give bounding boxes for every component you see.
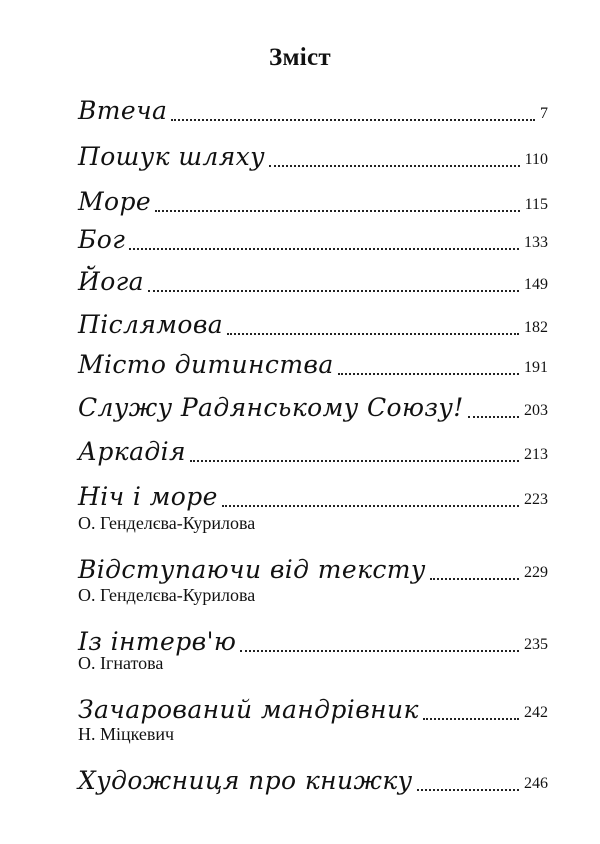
entry-title: Із інтерв'ю (78, 627, 237, 656)
page-number: 191 (524, 359, 548, 376)
entry-title: Море (78, 187, 152, 216)
dot-leader (430, 577, 519, 580)
page-title: Зміст (268, 44, 332, 71)
toc-line (78, 547, 548, 587)
entry-title: Йога (78, 267, 144, 296)
page-number: 246 (524, 775, 548, 792)
toc-line (78, 758, 548, 798)
dot-leader (222, 504, 519, 507)
page-number: 213 (524, 446, 548, 463)
dot-leader (417, 788, 519, 791)
entry-title: Зачарований мандрівник (78, 695, 419, 724)
entry-title: Втеча (78, 96, 168, 125)
entry-title: Пошук шляху (78, 142, 266, 171)
entry-title: Бог (78, 225, 126, 254)
toc-line (78, 259, 548, 299)
page-number: 115 (524, 196, 548, 213)
dot-leader (129, 247, 519, 250)
dot-leader (171, 118, 535, 121)
entry-title: Аркадія (78, 437, 186, 466)
dot-leader (423, 717, 519, 720)
toc-line (78, 429, 548, 469)
dot-leader (227, 332, 519, 335)
toc-line (78, 302, 548, 342)
page-number: 133 (524, 234, 548, 251)
entry-title: Відступаючи від тексту (78, 555, 426, 584)
entry-title: Ніч і море (78, 482, 218, 511)
toc-line (78, 687, 548, 727)
page-number: 182 (524, 319, 548, 336)
dot-leader (269, 164, 520, 167)
entry-title: Художниця про книжку (78, 766, 413, 795)
entry-author: Н. Міцкевич (78, 724, 175, 744)
toc-line (78, 342, 548, 382)
toc-line (78, 385, 548, 425)
toc-line (78, 217, 548, 257)
dot-leader (468, 415, 519, 418)
toc-line (78, 134, 548, 174)
entry-author: О. Ігнатова (78, 653, 164, 673)
entry-author: О. Генделєва-Курилова (78, 585, 256, 605)
entry-title: Служу Радянському Союзу! (78, 393, 464, 422)
page-number: 242 (524, 704, 548, 721)
dot-leader (338, 372, 519, 375)
page-number: 149 (524, 276, 548, 293)
dot-leader (190, 459, 519, 462)
page-number: 203 (524, 402, 548, 419)
entry-title: Післямова (78, 310, 224, 339)
dot-leader (148, 289, 519, 292)
dot-leader (240, 649, 519, 652)
toc-line (78, 474, 548, 514)
page-number: 235 (524, 636, 548, 653)
page-number: 7 (540, 105, 548, 122)
entry-author: О. Генделєва-Курилова (78, 513, 256, 533)
page-number: 110 (524, 151, 548, 168)
page-number: 223 (524, 491, 548, 508)
entry-title: Місто дитинства (78, 350, 334, 379)
toc-line (78, 88, 548, 128)
page-number: 229 (524, 564, 548, 581)
dot-leader (155, 209, 520, 212)
toc-line (78, 179, 548, 219)
